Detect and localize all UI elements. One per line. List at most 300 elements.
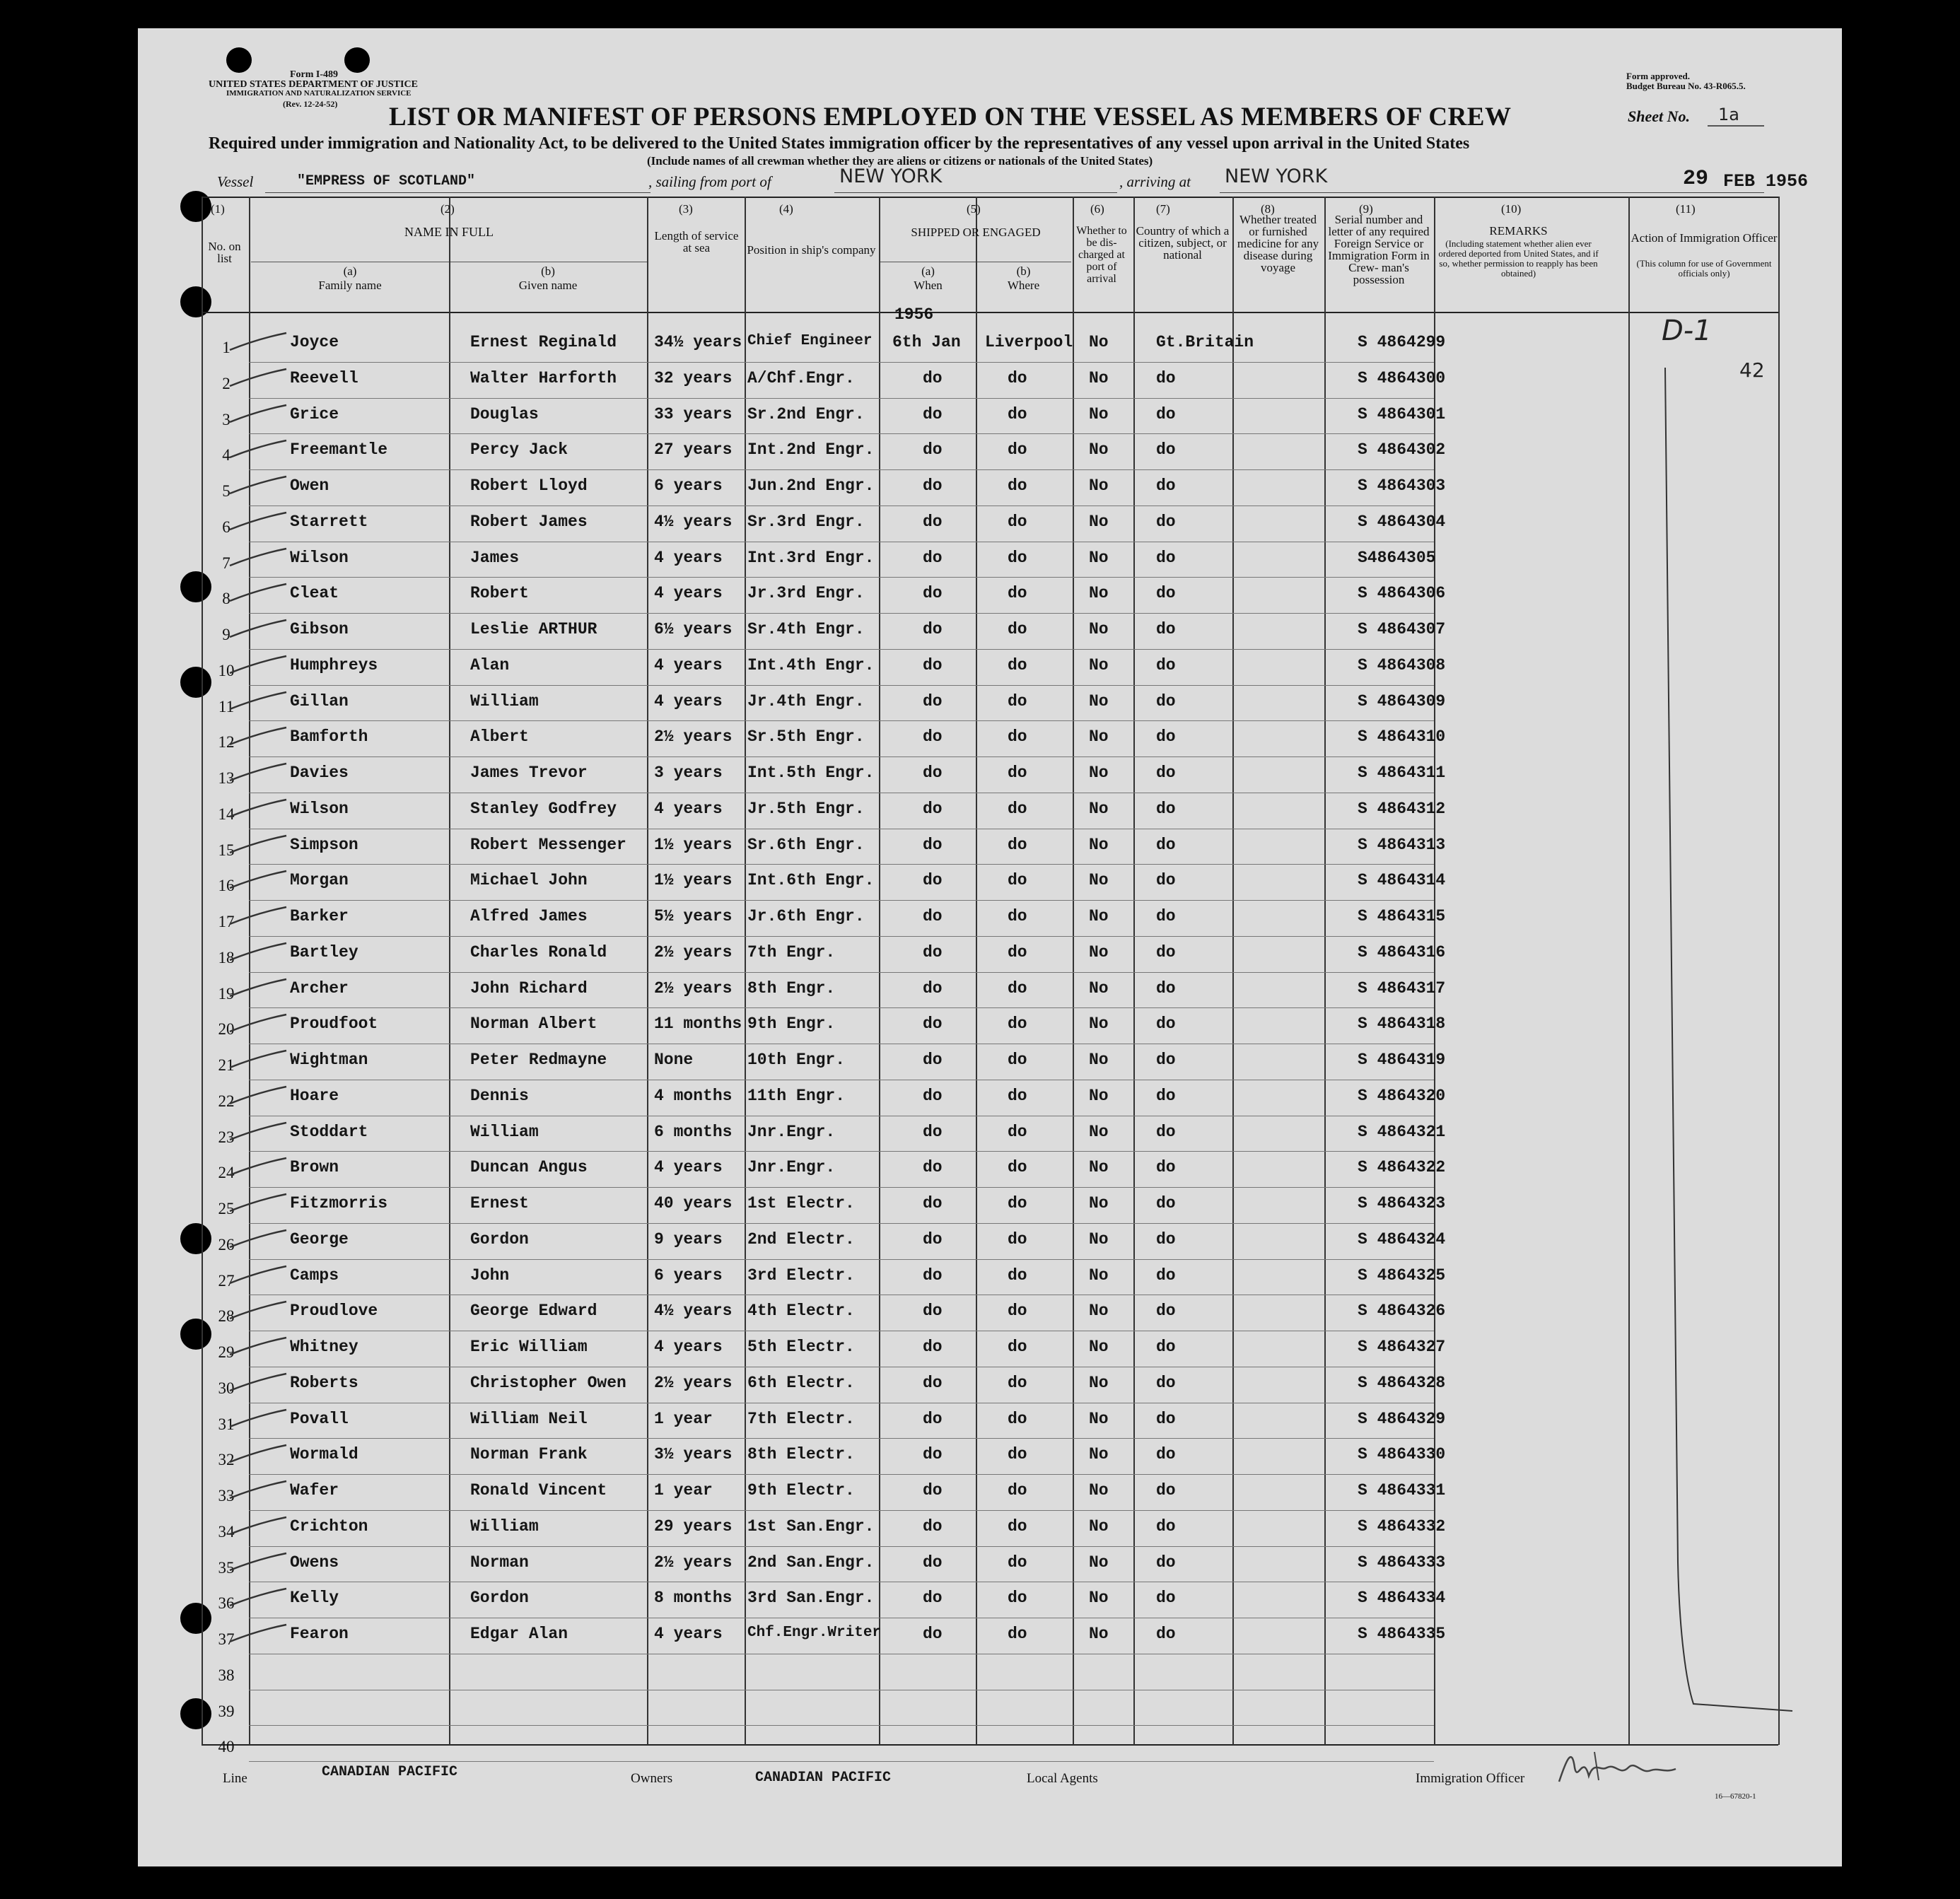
serial-cell: S 4864318 bbox=[1358, 1015, 1446, 1034]
length-cell: 5½ years bbox=[654, 907, 733, 925]
row-number: 31 bbox=[218, 1415, 235, 1433]
family-name-cell: Fitzmorris bbox=[290, 1194, 388, 1213]
given-name-cell: Alan bbox=[470, 655, 510, 674]
length-cell: 4 years bbox=[654, 584, 723, 603]
row-rule bbox=[249, 900, 1434, 901]
serial-cell: S 4864330 bbox=[1358, 1445, 1446, 1464]
country-cell: do bbox=[1156, 1266, 1176, 1285]
where-cell: do bbox=[1008, 620, 1027, 638]
serial-cell: S 4864311 bbox=[1358, 764, 1446, 782]
row-number: 11 bbox=[218, 697, 235, 715]
position-cell: Chief Engineer bbox=[747, 333, 873, 349]
header-discharged: Whether to be dis- charged at port of arrival bbox=[1076, 225, 1127, 285]
country-cell: do bbox=[1156, 764, 1176, 782]
header-length: Length of service at sea bbox=[654, 229, 739, 255]
position-cell: Int.4th Engr. bbox=[747, 655, 875, 674]
when-cell: do bbox=[923, 1266, 943, 1285]
row-number: 1 bbox=[222, 339, 231, 356]
given-name-cell: Robert Messenger bbox=[470, 835, 626, 854]
discharged-cell: No bbox=[1089, 1015, 1109, 1034]
check-mark bbox=[226, 794, 290, 822]
where-cell: do bbox=[1008, 1302, 1027, 1321]
table-left-border bbox=[202, 197, 203, 1745]
discharged-cell: No bbox=[1089, 1302, 1109, 1321]
divider bbox=[834, 192, 1117, 193]
discharged-cell: No bbox=[1089, 978, 1109, 998]
check-mark bbox=[226, 1225, 290, 1253]
when-cell: do bbox=[923, 440, 943, 460]
given-name-cell: Gordon bbox=[470, 1229, 529, 1249]
row-number: 16 bbox=[218, 877, 235, 895]
when-cell: do bbox=[923, 1445, 943, 1464]
header-shipped: SHIPPED OR ENGAGED bbox=[911, 226, 1041, 239]
given-name-cell: Charles Ronald bbox=[470, 942, 607, 962]
position-cell: 7th Electr. bbox=[747, 1409, 855, 1428]
when-cell: do bbox=[923, 1158, 943, 1177]
discharged-cell: No bbox=[1089, 584, 1109, 603]
when-cell: do bbox=[923, 799, 943, 818]
where-cell: do bbox=[1008, 1373, 1027, 1392]
length-cell: 2½ years bbox=[654, 728, 733, 747]
sheet-label: Sheet No. bbox=[1628, 107, 1690, 125]
serial-cell: S 4864315 bbox=[1358, 907, 1446, 925]
where-cell: do bbox=[1008, 1553, 1027, 1572]
family-name-cell: Owen bbox=[290, 477, 329, 495]
when-cell: do bbox=[923, 1229, 943, 1249]
arriving-port: NEW YORK bbox=[1225, 165, 1328, 187]
serial-cell: S 4864316 bbox=[1358, 942, 1446, 962]
country-cell: do bbox=[1156, 655, 1176, 674]
length-cell: 1 year bbox=[654, 1481, 713, 1500]
serial-cell: S 4864299 bbox=[1358, 333, 1446, 351]
where-cell: do bbox=[1008, 871, 1027, 890]
given-name-cell: William bbox=[470, 1517, 539, 1536]
length-cell: 9 years bbox=[654, 1229, 723, 1249]
given-name-cell: Michael John bbox=[470, 871, 588, 890]
year-label: 1956 bbox=[894, 305, 934, 324]
header-treated: Whether treated or furnished medicine for any disease during voyage bbox=[1237, 213, 1319, 274]
discharged-cell: No bbox=[1089, 548, 1109, 567]
divider bbox=[265, 192, 651, 193]
family-name-cell: Proudlove bbox=[290, 1302, 378, 1321]
given-name-cell: Ernest Reginald bbox=[470, 333, 617, 351]
discharged-cell: No bbox=[1089, 871, 1109, 890]
sailing-label: , sailing from port of bbox=[648, 173, 771, 190]
given-name-cell: Peter Redmayne bbox=[470, 1051, 607, 1069]
country-cell: do bbox=[1156, 1409, 1176, 1428]
country-cell: do bbox=[1156, 1517, 1176, 1536]
discharged-cell: No bbox=[1089, 691, 1109, 711]
family-name-cell: Roberts bbox=[290, 1373, 358, 1392]
position-cell: Jr.4th Engr. bbox=[747, 691, 865, 711]
row-rule bbox=[249, 1259, 1434, 1260]
length-cell: 4 months bbox=[654, 1086, 733, 1105]
length-cell: 6 years bbox=[654, 477, 723, 495]
where-cell: do bbox=[1008, 655, 1027, 674]
family-name-cell: Humphreys bbox=[290, 655, 378, 674]
given-name-cell: Norman bbox=[470, 1553, 529, 1572]
country-cell: do bbox=[1156, 1051, 1176, 1069]
country-cell: Gt.Britain bbox=[1156, 333, 1254, 351]
where-cell: do bbox=[1008, 1122, 1027, 1141]
family-name-cell: Brown bbox=[290, 1158, 339, 1177]
given-name-cell: Robert bbox=[470, 584, 529, 603]
when-cell: do bbox=[923, 1194, 943, 1213]
discharged-cell: No bbox=[1089, 1229, 1109, 1249]
where-cell: do bbox=[1008, 978, 1027, 998]
column-rule bbox=[1324, 197, 1326, 1745]
where-cell: do bbox=[1008, 1194, 1027, 1213]
length-cell: 6 months bbox=[654, 1122, 733, 1141]
row-number: 2 bbox=[222, 374, 231, 392]
when-cell: do bbox=[923, 620, 943, 638]
when-cell: do bbox=[923, 764, 943, 782]
check-mark bbox=[226, 1619, 290, 1647]
row-number: 40 bbox=[218, 1738, 235, 1756]
column-rule bbox=[976, 197, 977, 1745]
column-rule bbox=[879, 197, 880, 1745]
discharged-cell: No bbox=[1089, 942, 1109, 962]
serial-cell: S 4864323 bbox=[1358, 1194, 1446, 1213]
check-mark bbox=[226, 1476, 290, 1504]
country-cell: do bbox=[1156, 1553, 1176, 1572]
row-number: 14 bbox=[218, 805, 235, 823]
position-cell: Int.5th Engr. bbox=[747, 764, 875, 782]
row-number: 32 bbox=[218, 1451, 235, 1469]
discharged-cell: No bbox=[1089, 620, 1109, 638]
column-rule bbox=[1434, 197, 1435, 1745]
when-cell: do bbox=[923, 1086, 943, 1105]
where-cell: do bbox=[1008, 404, 1027, 423]
subtitle: Required under immigration and Nationality Act, to be delivered to the United States immigration officer by the representatives of any vessel upon arrival in the United States bbox=[209, 134, 1470, 153]
country-cell: do bbox=[1156, 548, 1176, 567]
length-cell: 4 years bbox=[654, 548, 723, 567]
where-cell: do bbox=[1008, 440, 1027, 460]
length-cell: 29 years bbox=[654, 1517, 733, 1536]
column-rule bbox=[647, 197, 648, 1745]
country-cell: do bbox=[1156, 1625, 1176, 1643]
when-cell: do bbox=[923, 1122, 943, 1141]
when-cell: do bbox=[923, 1589, 943, 1608]
when-cell: do bbox=[923, 1625, 943, 1643]
length-cell: 2½ years bbox=[654, 942, 733, 962]
family-name-cell: Starrett bbox=[290, 512, 368, 531]
check-mark bbox=[226, 1404, 290, 1432]
check-mark bbox=[226, 650, 290, 679]
check-mark bbox=[226, 1188, 290, 1217]
country-cell: do bbox=[1156, 1015, 1176, 1034]
given-name-cell: William bbox=[470, 1122, 539, 1141]
row-number: 38 bbox=[218, 1666, 235, 1684]
family-name-cell: George bbox=[290, 1229, 349, 1249]
where-cell: do bbox=[1008, 799, 1027, 818]
when-cell: do bbox=[923, 835, 943, 854]
family-name-cell: Joyce bbox=[290, 333, 339, 351]
length-cell: 4 years bbox=[654, 1338, 723, 1356]
position-cell: Jr.3rd Engr. bbox=[747, 584, 865, 603]
header-family-name: Family name bbox=[318, 279, 382, 292]
length-cell: 2½ years bbox=[654, 978, 733, 998]
discharged-cell: No bbox=[1089, 1158, 1109, 1177]
row-number: 23 bbox=[218, 1128, 235, 1146]
family-name-cell: Freemantle bbox=[290, 440, 388, 460]
where-cell: do bbox=[1008, 584, 1027, 603]
when-cell: do bbox=[923, 1409, 943, 1428]
given-name-cell: Dennis bbox=[470, 1086, 529, 1105]
check-mark bbox=[226, 543, 290, 571]
row-rule bbox=[249, 1510, 1434, 1511]
family-name-cell: Whitney bbox=[290, 1338, 358, 1356]
row-rule bbox=[249, 577, 1434, 578]
country-cell: do bbox=[1156, 942, 1176, 962]
where-cell: do bbox=[1008, 1445, 1027, 1464]
length-cell: 34½ years bbox=[654, 333, 742, 351]
row-number: 21 bbox=[218, 1056, 235, 1074]
length-cell: 40 years bbox=[654, 1194, 733, 1213]
given-name-cell: Christopher Owen bbox=[470, 1373, 626, 1392]
where-cell: do bbox=[1008, 548, 1027, 567]
family-name-cell: Povall bbox=[290, 1409, 349, 1428]
header-when: When bbox=[914, 279, 943, 292]
position-cell: 4th Electr. bbox=[747, 1302, 855, 1321]
when-cell: do bbox=[923, 1517, 943, 1536]
form-approved: Form approved. bbox=[1626, 71, 1691, 81]
position-cell: Int.6th Engr. bbox=[747, 871, 875, 890]
country-cell: do bbox=[1156, 871, 1176, 890]
country-cell: do bbox=[1156, 1302, 1176, 1321]
country-cell: do bbox=[1156, 1122, 1176, 1141]
row-number: 34 bbox=[218, 1522, 235, 1541]
serial-cell: S 4864308 bbox=[1358, 655, 1446, 674]
header-remarks: REMARKS bbox=[1489, 224, 1548, 238]
row-rule bbox=[249, 613, 1434, 614]
when-cell: 6th Jan bbox=[892, 333, 961, 351]
row-rule bbox=[249, 756, 1434, 757]
where-cell: do bbox=[1008, 1229, 1027, 1249]
length-cell: 32 years bbox=[654, 368, 733, 387]
length-cell: 4 years bbox=[654, 1625, 723, 1643]
check-mark bbox=[226, 507, 290, 535]
length-cell: 2½ years bbox=[654, 1373, 733, 1392]
position-cell: Sr.4th Engr. bbox=[747, 620, 865, 638]
length-cell: 1 year bbox=[654, 1409, 713, 1428]
serial-cell: S 4864333 bbox=[1358, 1553, 1446, 1572]
count-annotation: 42 bbox=[1739, 358, 1765, 382]
row-number: 10 bbox=[218, 661, 235, 679]
when-cell: do bbox=[923, 1481, 943, 1500]
check-mark bbox=[226, 1296, 290, 1324]
serial-cell: S 4864312 bbox=[1358, 799, 1446, 818]
country-cell: do bbox=[1156, 907, 1176, 925]
position-cell: 9th Electr. bbox=[747, 1481, 855, 1500]
where-cell: do bbox=[1008, 691, 1027, 711]
when-cell: do bbox=[923, 1302, 943, 1321]
when-cell: do bbox=[923, 691, 943, 711]
sailing-port: NEW YORK bbox=[839, 165, 943, 187]
col-number-4: (4) bbox=[779, 202, 793, 216]
serial-cell: S 4864302 bbox=[1358, 440, 1446, 460]
discharged-cell: No bbox=[1089, 1481, 1109, 1500]
where-cell: do bbox=[1008, 1158, 1027, 1177]
given-name-cell: Robert James bbox=[470, 512, 588, 531]
length-cell: 3 years bbox=[654, 764, 723, 782]
discharged-cell: No bbox=[1089, 404, 1109, 423]
sheet-number: 1a bbox=[1718, 105, 1739, 124]
when-cell: do bbox=[923, 1338, 943, 1356]
check-mark bbox=[226, 1009, 290, 1037]
position-cell: A/Chf.Engr. bbox=[747, 368, 855, 387]
row-rule bbox=[249, 1223, 1434, 1224]
row-number: 22 bbox=[218, 1092, 235, 1110]
country-cell: do bbox=[1156, 512, 1176, 531]
row-number: 33 bbox=[218, 1487, 235, 1504]
serial-cell: S 4864331 bbox=[1358, 1481, 1446, 1500]
column-rule bbox=[745, 197, 746, 1745]
row-number: 12 bbox=[218, 733, 235, 752]
col-number-6: (6) bbox=[1090, 202, 1104, 216]
given-name-cell: William bbox=[470, 691, 539, 711]
row-number: 24 bbox=[218, 1164, 235, 1182]
row-number: 30 bbox=[218, 1379, 235, 1397]
country-cell: do bbox=[1156, 584, 1176, 603]
check-mark bbox=[226, 901, 290, 930]
length-cell: 6 years bbox=[654, 1266, 723, 1285]
row-rule bbox=[249, 1007, 1434, 1008]
family-name-cell: Camps bbox=[290, 1266, 339, 1285]
col-number-1: (1) bbox=[211, 202, 225, 216]
serial-cell: S 4864319 bbox=[1358, 1051, 1446, 1069]
family-name-cell: Proudfoot bbox=[290, 1015, 378, 1034]
when-cell: do bbox=[923, 942, 943, 962]
column-rule bbox=[1073, 197, 1074, 1745]
family-name-cell: Barker bbox=[290, 907, 349, 925]
check-mark bbox=[226, 937, 290, 966]
given-name-cell: Leslie ARTHUR bbox=[470, 620, 597, 638]
line-label: Line bbox=[223, 1771, 247, 1786]
check-mark bbox=[226, 865, 290, 894]
when-cell: do bbox=[923, 978, 943, 998]
discharged-cell: No bbox=[1089, 1553, 1109, 1572]
family-name-cell: Gillan bbox=[290, 691, 349, 711]
length-cell: 4½ years bbox=[654, 512, 733, 531]
where-cell: do bbox=[1008, 1481, 1027, 1500]
check-mark bbox=[226, 471, 290, 499]
check-mark bbox=[226, 1548, 290, 1576]
length-cell: 11 months bbox=[654, 1015, 742, 1034]
row-number: 7 bbox=[222, 554, 231, 572]
given-name-cell: George Edward bbox=[470, 1302, 597, 1321]
position-cell: 9th Engr. bbox=[747, 1015, 836, 1034]
given-name-cell: Albert bbox=[470, 728, 529, 747]
when-cell: do bbox=[923, 655, 943, 674]
given-name-cell: Stanley Godfrey bbox=[470, 799, 617, 818]
header-no-on-list: No. on list bbox=[208, 240, 241, 265]
family-name-cell: Reevell bbox=[290, 368, 358, 387]
header-action: Action of Immigration Officer bbox=[1631, 231, 1778, 245]
serial-cell: S 4864327 bbox=[1358, 1338, 1446, 1356]
serial-cell: S 4864320 bbox=[1358, 1086, 1446, 1105]
punch-hole bbox=[344, 47, 370, 73]
discharged-cell: No bbox=[1089, 907, 1109, 925]
row-rule bbox=[249, 1546, 1434, 1547]
length-cell: 4 years bbox=[654, 1158, 723, 1177]
row-number: 15 bbox=[218, 841, 235, 859]
position-cell: 5th Electr. bbox=[747, 1338, 855, 1356]
family-name-cell: Wilson bbox=[290, 799, 349, 818]
country-cell: do bbox=[1156, 835, 1176, 854]
header-action-note: (This column for use of Government officials only) bbox=[1636, 258, 1772, 279]
family-name-cell: Morgan bbox=[290, 871, 349, 890]
check-mark bbox=[226, 1152, 290, 1181]
family-name-cell: Crichton bbox=[290, 1517, 368, 1536]
given-name-cell: Percy Jack bbox=[470, 440, 568, 460]
discharged-cell: No bbox=[1089, 1445, 1109, 1464]
table-top-border bbox=[202, 197, 1778, 198]
country-cell: do bbox=[1156, 1589, 1176, 1608]
print-code: 16—67820-1 bbox=[1715, 1792, 1756, 1801]
col-number-2: (2) bbox=[441, 202, 455, 216]
position-cell: 6th Electr. bbox=[747, 1373, 855, 1392]
check-mark bbox=[226, 1439, 290, 1468]
immigration-officer-label: Immigration Officer bbox=[1416, 1771, 1525, 1786]
check-mark bbox=[226, 1583, 290, 1611]
date-stamp: FEB 1956 bbox=[1723, 171, 1809, 192]
check-mark bbox=[226, 1512, 290, 1540]
serial-cell: S 4864314 bbox=[1358, 871, 1446, 890]
serial-cell: S 4864324 bbox=[1358, 1229, 1446, 1249]
header-position: Position in ship's company bbox=[747, 243, 876, 257]
when-cell: do bbox=[923, 907, 943, 925]
row-number: 6 bbox=[222, 518, 231, 536]
line-value: CANADIAN PACIFIC bbox=[322, 1764, 458, 1780]
family-name-cell: Wafer bbox=[290, 1481, 339, 1500]
owners-value: CANADIAN PACIFIC bbox=[755, 1770, 892, 1786]
col-number-3: (3) bbox=[679, 202, 693, 216]
discharged-cell: No bbox=[1089, 1625, 1109, 1643]
header-where-b: (b) bbox=[1016, 264, 1031, 278]
when-cell: do bbox=[923, 512, 943, 531]
when-cell: do bbox=[923, 584, 943, 603]
family-name-cell: Davies bbox=[290, 764, 349, 782]
row-number: 3 bbox=[222, 410, 231, 428]
header-given-name: Given name bbox=[518, 279, 578, 292]
check-mark bbox=[226, 363, 290, 392]
discharged-cell: No bbox=[1089, 728, 1109, 747]
discharged-cell: No bbox=[1089, 477, 1109, 495]
serial-cell: S 4864328 bbox=[1358, 1373, 1446, 1392]
discharged-cell: No bbox=[1089, 1338, 1109, 1356]
where-cell: do bbox=[1008, 1625, 1027, 1643]
discharged-cell: No bbox=[1089, 1589, 1109, 1608]
serial-cell: S 4864304 bbox=[1358, 512, 1446, 531]
when-cell: do bbox=[923, 1553, 943, 1572]
country-cell: do bbox=[1156, 1481, 1176, 1500]
position-cell: 11th Engr. bbox=[747, 1086, 846, 1105]
family-name-cell: Fearon bbox=[290, 1625, 349, 1643]
serial-cell: S 4864309 bbox=[1358, 691, 1446, 711]
family-name-cell: Gibson bbox=[290, 620, 349, 638]
owners-label: Owners bbox=[631, 1771, 673, 1786]
length-cell: 4½ years bbox=[654, 1302, 733, 1321]
where-cell: do bbox=[1008, 1338, 1027, 1356]
position-cell: 3rd San.Engr. bbox=[747, 1589, 875, 1608]
col-number-8: (8) bbox=[1261, 202, 1275, 216]
length-cell: 1½ years bbox=[654, 835, 733, 854]
where-cell: do bbox=[1008, 764, 1027, 782]
country-cell: do bbox=[1156, 1158, 1176, 1177]
row-number: 28 bbox=[218, 1307, 235, 1326]
row-number: 17 bbox=[218, 913, 235, 930]
